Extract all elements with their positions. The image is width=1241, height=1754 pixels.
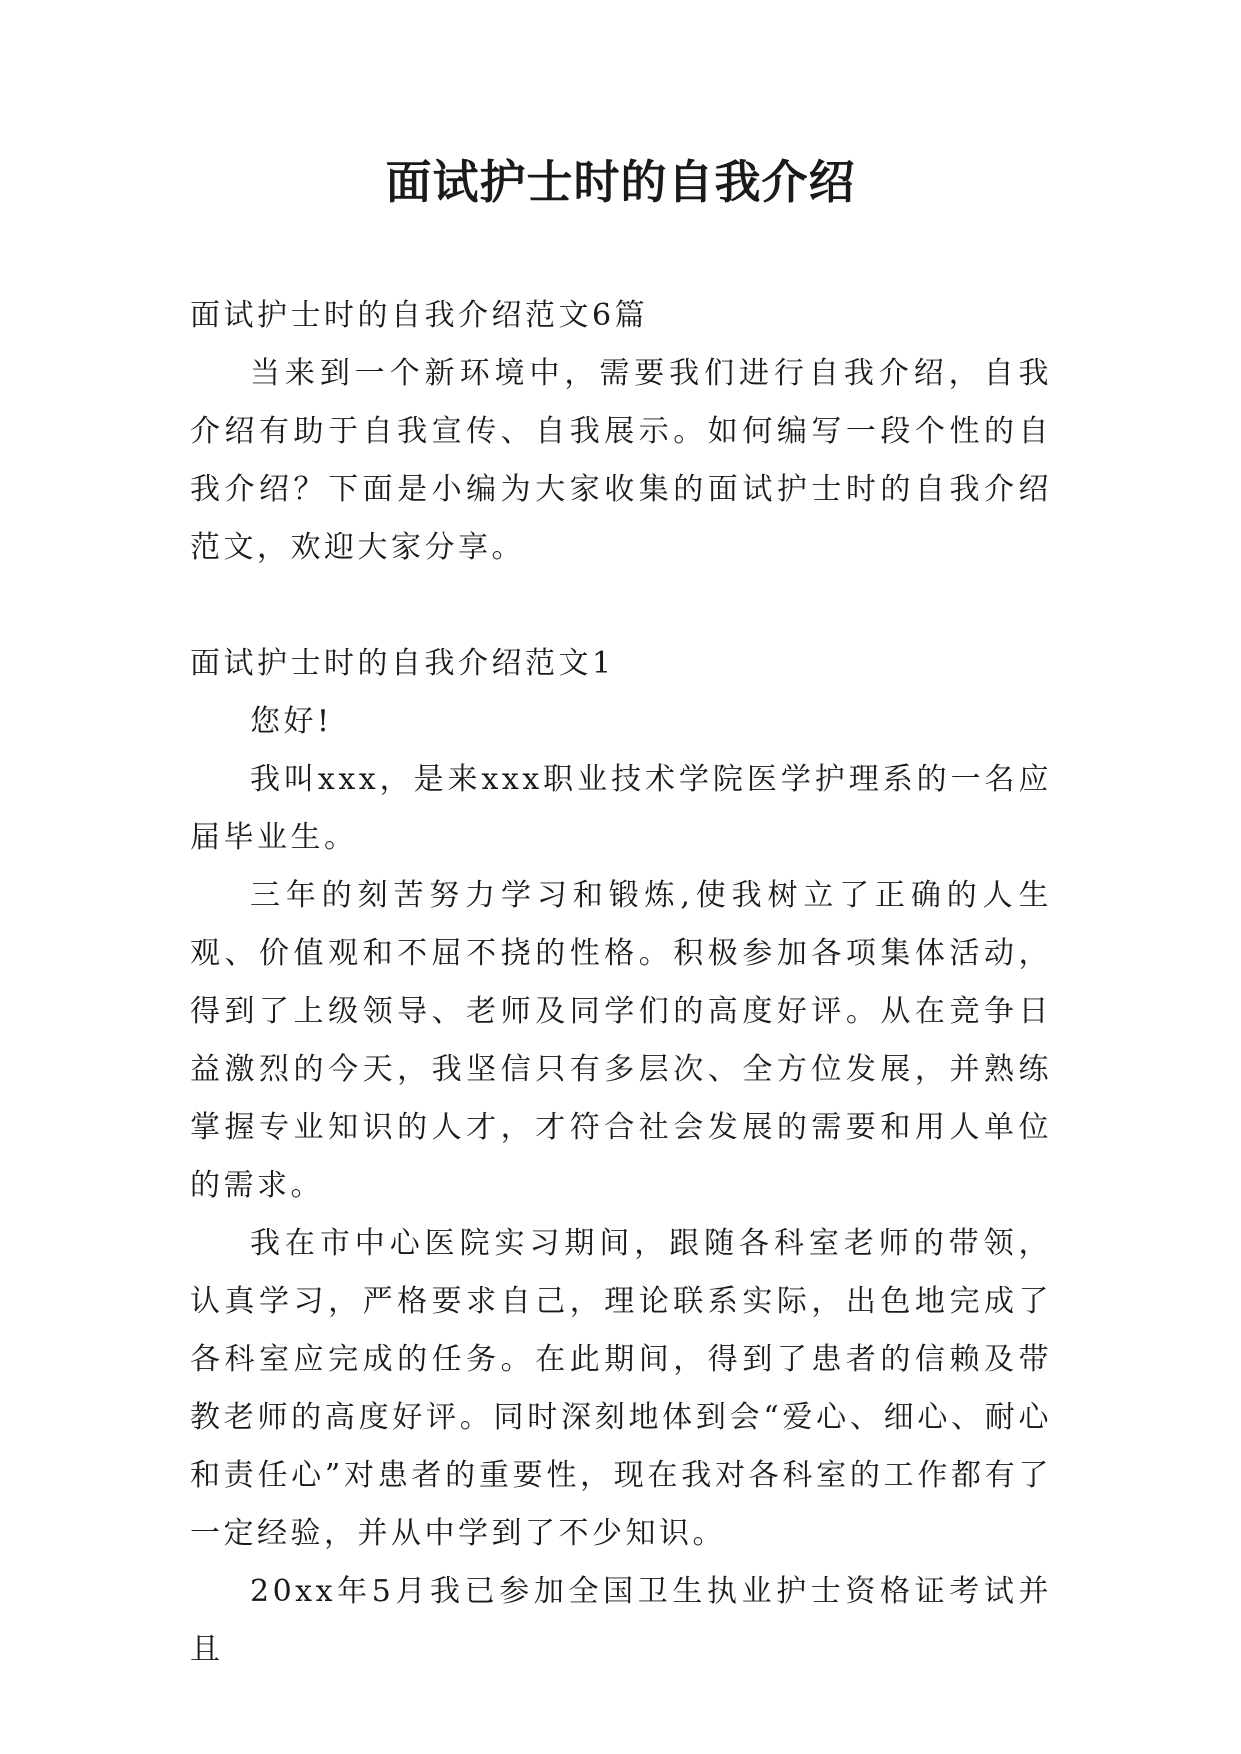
body-paragraph: 三年的刻苦努力学习和锻炼,使我树立了正确的人生观、价值观和不屈不挠的性格。积极参加各项集体活动，得到了上级领导、老师及同学们的高度好评。从在竞争日益激烈的今天，我坚信只有多层次、全方位发展，并熟练掌握专业知识的人才，才符合社会发展的需要和用人单位的需求。 <box>190 878 1052 1203</box>
intro-paragraph: 当来到一个新环境中，需要我们进行自我介绍，自我介绍有助于自我宣传、自我展示。如何编写一段个性的自我介绍？下面是小编为大家收集的面试护士时的自我介绍范文，欢迎大家分享。 <box>190 356 1052 565</box>
greeting-paragraph: 您好! <box>250 704 333 739</box>
body-paragraph: 我在市中心医院实习期间，跟随各科室老师的带领，认真学习，严格要求自己，理论联系实际，出色地完成了各科室应完成的任务。在此期间，得到了患者的信赖及带教老师的高度好评。同时深刻地体到会“爱心、细心、耐心和责任心”对患者的重要性，现在我对各科室的工作都有了一定经验，并从中学到了不少知识。 <box>190 1226 1052 1551</box>
document-subtitle: 面试护士时的自我介绍范文6篇 <box>190 298 649 333</box>
document-title: 面试护士时的自我介绍 <box>385 155 856 209</box>
body-paragraph: 我叫xxx，是来xxx职业技术学院医学护理系的一名应届毕业生。 <box>190 762 1052 855</box>
section-heading: 面试护士时的自我介绍范文1 <box>190 646 615 681</box>
body-paragraph: 20xx年5月我已参加全国卫生执业护士资格证考试并且 <box>190 1574 1052 1667</box>
section-spacer <box>190 577 1052 635</box>
document-body <box>190 287 1052 1679</box>
